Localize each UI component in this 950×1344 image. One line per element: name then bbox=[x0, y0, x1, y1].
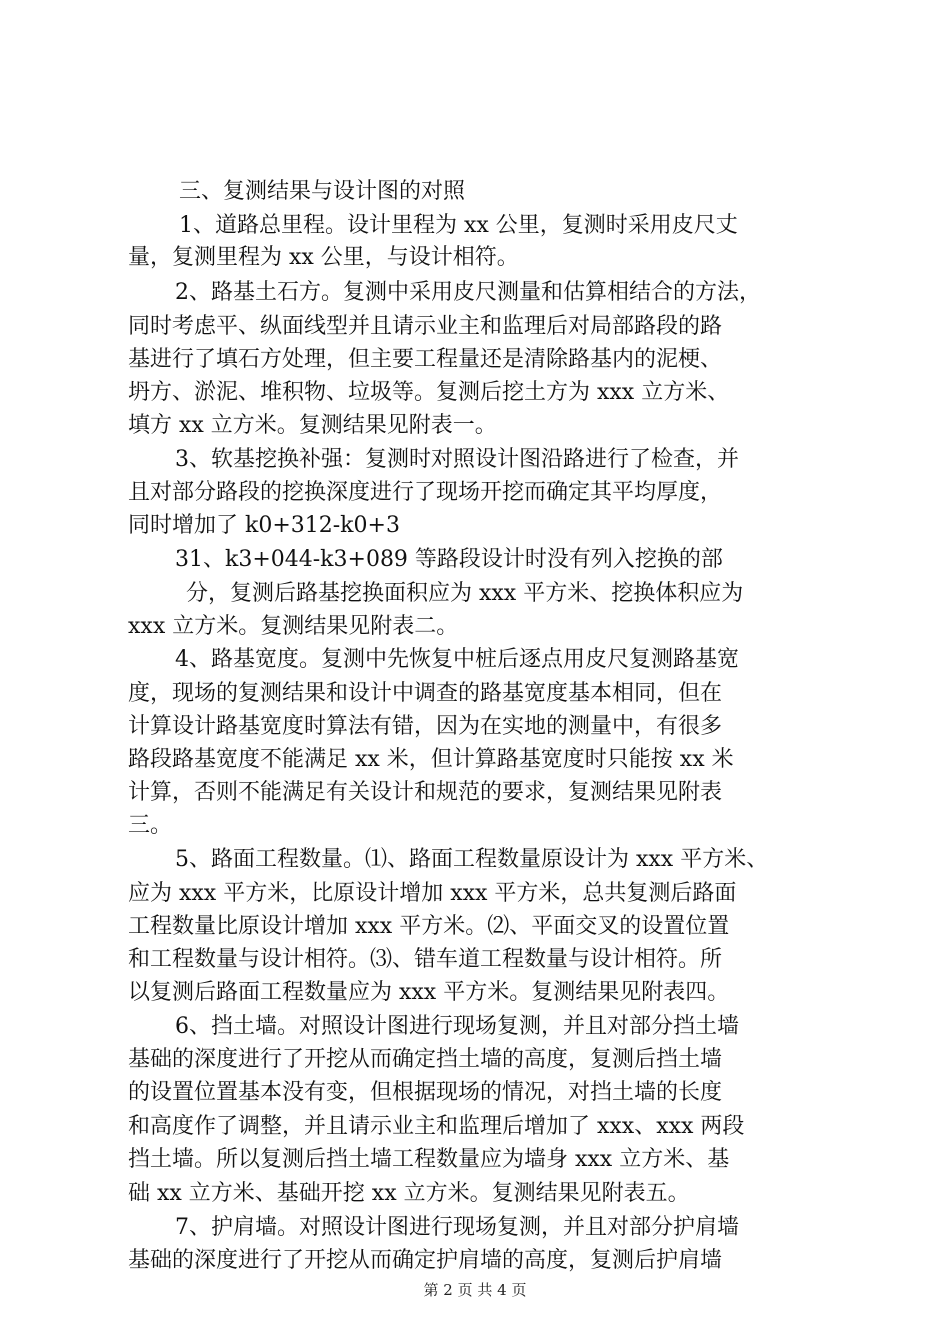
paragraph-line: xxx 立方米。复测结果见附表二。 bbox=[128, 614, 459, 639]
paragraph-line: 三。 bbox=[128, 813, 173, 838]
paragraph-line: 分，复测后路基挖换面积应为 xxx 平方米、挖换体积应为 bbox=[186, 581, 744, 606]
paragraph-line: 以复测后路面工程数量应为 xxx 平方米。复测结果见附表四。 bbox=[128, 980, 730, 1005]
paragraph-line: 填方 xx 立方米。复测结果见附表一。 bbox=[128, 413, 497, 438]
paragraph-line: 同时增加了 k0+312-k0+3 bbox=[128, 513, 400, 538]
paragraph-line: 应为 xxx 平方米，比原设计增加 xxx 平方米，总共复测后路面 bbox=[128, 881, 737, 906]
paragraph-line: 3、软基挖换补强：复测时对照设计图沿路进行了检查，并 bbox=[175, 447, 739, 472]
paragraph-line: 坍方、淤泥、堆积物、垃圾等。复测后挖土方为 xxx 立方米、 bbox=[128, 380, 730, 405]
paragraph-line: 4、路基宽度。复测中先恢复中桩后逐点用皮尺复测路基宽 bbox=[175, 647, 739, 672]
paragraph-line: 7、护肩墙。对照设计图进行现场复测，并且对部分护肩墙 bbox=[175, 1215, 739, 1240]
paragraph-line: 度，现场的复测结果和设计中调查的路基宽度基本相同，但在 bbox=[128, 681, 723, 706]
paragraph-line: 1、道路总里程。设计里程为 xx 公里，复测时采用皮尺丈 bbox=[179, 213, 738, 238]
paragraph-line: 工程数量比原设计增加 xxx 平方米。⑵、平面交叉的设置位置 bbox=[128, 914, 730, 939]
paragraph-line: 路段路基宽度不能满足 xx 米，但计算路基宽度时只能按 xx 米 bbox=[128, 747, 734, 772]
paragraph-line: 2、路基土石方。复测中采用皮尺测量和估算相结合的方法， bbox=[175, 280, 761, 305]
paragraph-line: 基础的深度进行了开挖从而确定护肩墙的高度，复测后护肩墙 bbox=[128, 1248, 723, 1273]
paragraph-line: 和工程数量与设计相符。⑶、错车道工程数量与设计相符。所 bbox=[128, 947, 723, 972]
paragraph-line: 5、路面工程数量。⑴、路面工程数量原设计为 xxx 平方米、 bbox=[175, 847, 769, 872]
section-heading: 三、复测结果与设计图的对照 bbox=[179, 179, 466, 204]
paragraph-line: 6、挡土墙。对照设计图进行现场复测，并且对部分挡土墙 bbox=[175, 1014, 739, 1039]
paragraph-line: 础 xx 立方米、基础开挖 xx 立方米。复测结果见附表五。 bbox=[128, 1181, 690, 1206]
paragraph-line: 量，复测里程为 xx 公里，与设计相符。 bbox=[128, 245, 519, 270]
paragraph-line: 31、k3+044-k3+089 等路段设计时没有列入挖换的部 bbox=[175, 547, 723, 572]
paragraph-line: 的设置位置基本没有变，但根据现场的情况，对挡土墙的长度 bbox=[128, 1080, 723, 1105]
paragraph-line: 计算设计路基宽度时算法有错，因为在实地的测量中，有很多 bbox=[128, 714, 723, 739]
paragraph-line: 基进行了填石方处理，但主要工程量还是清除路基内的泥梗、 bbox=[128, 347, 723, 372]
page-number-footer: 第 2 页 共 4 页 bbox=[423, 1281, 527, 1299]
paragraph-line: 挡土墙。所以复测后挡土墙工程数量应为墙身 xxx 立方米、基 bbox=[128, 1147, 730, 1172]
paragraph-line: 计算，否则不能满足有关设计和规范的要求，复测结果见附表 bbox=[128, 780, 723, 805]
paragraph-line: 且对部分路段的挖换深度进行了现场开挖而确定其平均厚度， bbox=[128, 480, 723, 505]
paragraph-line: 基础的深度进行了开挖从而确定挡土墙的高度，复测后挡土墙 bbox=[128, 1047, 723, 1072]
paragraph-line: 和高度作了调整，并且请示业主和监理后增加了 xxx、xxx 两段 bbox=[128, 1114, 745, 1139]
paragraph-line: 同时考虑平、纵面线型并且请示业主和监理后对局部路段的路 bbox=[128, 314, 723, 339]
